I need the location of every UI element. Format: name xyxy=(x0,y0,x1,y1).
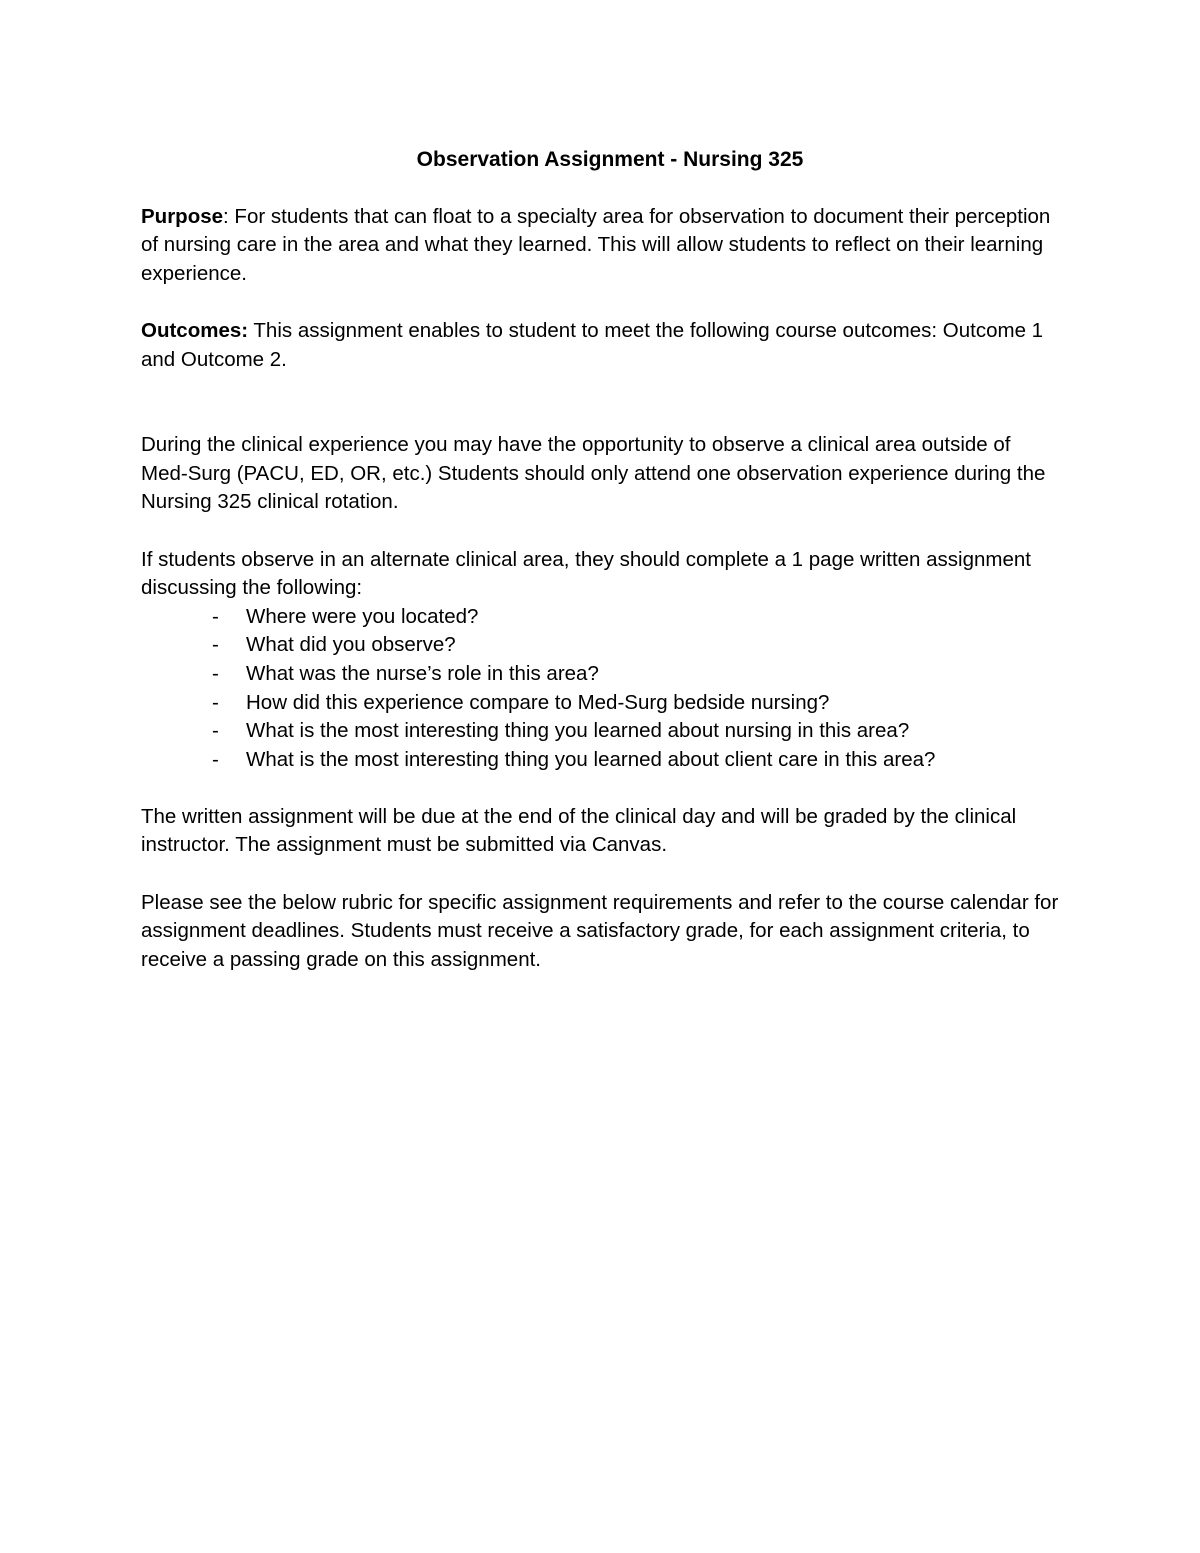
list-item xyxy=(141,717,1061,746)
dash-marker: - xyxy=(212,633,219,657)
question-list xyxy=(141,603,1061,775)
dash-marker: - xyxy=(212,719,219,743)
dash-marker: - xyxy=(212,604,219,628)
list-item xyxy=(141,631,1061,660)
list-item xyxy=(141,689,1061,718)
dash-marker: - xyxy=(212,661,219,685)
document-body xyxy=(141,146,1061,1003)
purpose-text: For students that can float to a specialty area for observation to document their perception of nursing care in the area and what they learned. This will allow students to reflect on their learning experience. xyxy=(141,204,1051,285)
outcomes-text: This assignment enables to student to meet the following course outcomes: Outcome 1 and Outcome 2. xyxy=(141,318,1044,371)
list-item xyxy=(141,660,1061,689)
rubric-paragraph: Please see the below rubric for specific assignment requirements and refer to the course calendar for assignment deadlines. Students must receive a satisfactory grade, for each assignment criteria, to receive a passing grade on this assignment. xyxy=(141,890,1059,971)
alternate-area-paragraph: If students observe in an alternate clinical area, they should complete a 1 page written assignment discussing the following: xyxy=(141,547,1031,600)
list-item-text: What is the most interesting thing you learned about nursing in this area? xyxy=(246,719,910,743)
outcomes-label: Outcomes: xyxy=(141,318,249,342)
purpose-paragraph xyxy=(141,203,1061,289)
list-item-text: Where were you located? xyxy=(246,604,479,628)
list-item-text: How did this experience compare to Med-Surg bedside nursing? xyxy=(246,690,830,714)
list-item xyxy=(141,603,1061,632)
list-item-text: What did you observe? xyxy=(246,633,456,657)
due-date-paragraph: The written assignment will be due at the end of the clinical day and will be graded by the clinical instructor. The assignment must be submitted via Canvas. xyxy=(141,804,1017,857)
list-item-text: What is the most interesting thing you learned about client care in this area? xyxy=(246,747,936,771)
page-title: Observation Assignment - Nursing 325 xyxy=(416,148,804,171)
purpose-colon: : xyxy=(223,204,229,228)
purpose-label: Purpose xyxy=(141,204,224,228)
outcomes-paragraph xyxy=(141,317,1061,374)
list-item xyxy=(141,746,1061,775)
dash-marker: - xyxy=(212,690,219,714)
list-item-text: What was the nurse’s role in this area? xyxy=(246,661,599,685)
clinical-experience-paragraph: During the clinical experience you may have the opportunity to observe a clinical area outside of Med-Surg (PACU, ED, OR, etc.) Students should only attend one observation experience during the Nursing 325 clinical rotation. xyxy=(141,433,1046,514)
dash-marker: - xyxy=(212,747,219,771)
